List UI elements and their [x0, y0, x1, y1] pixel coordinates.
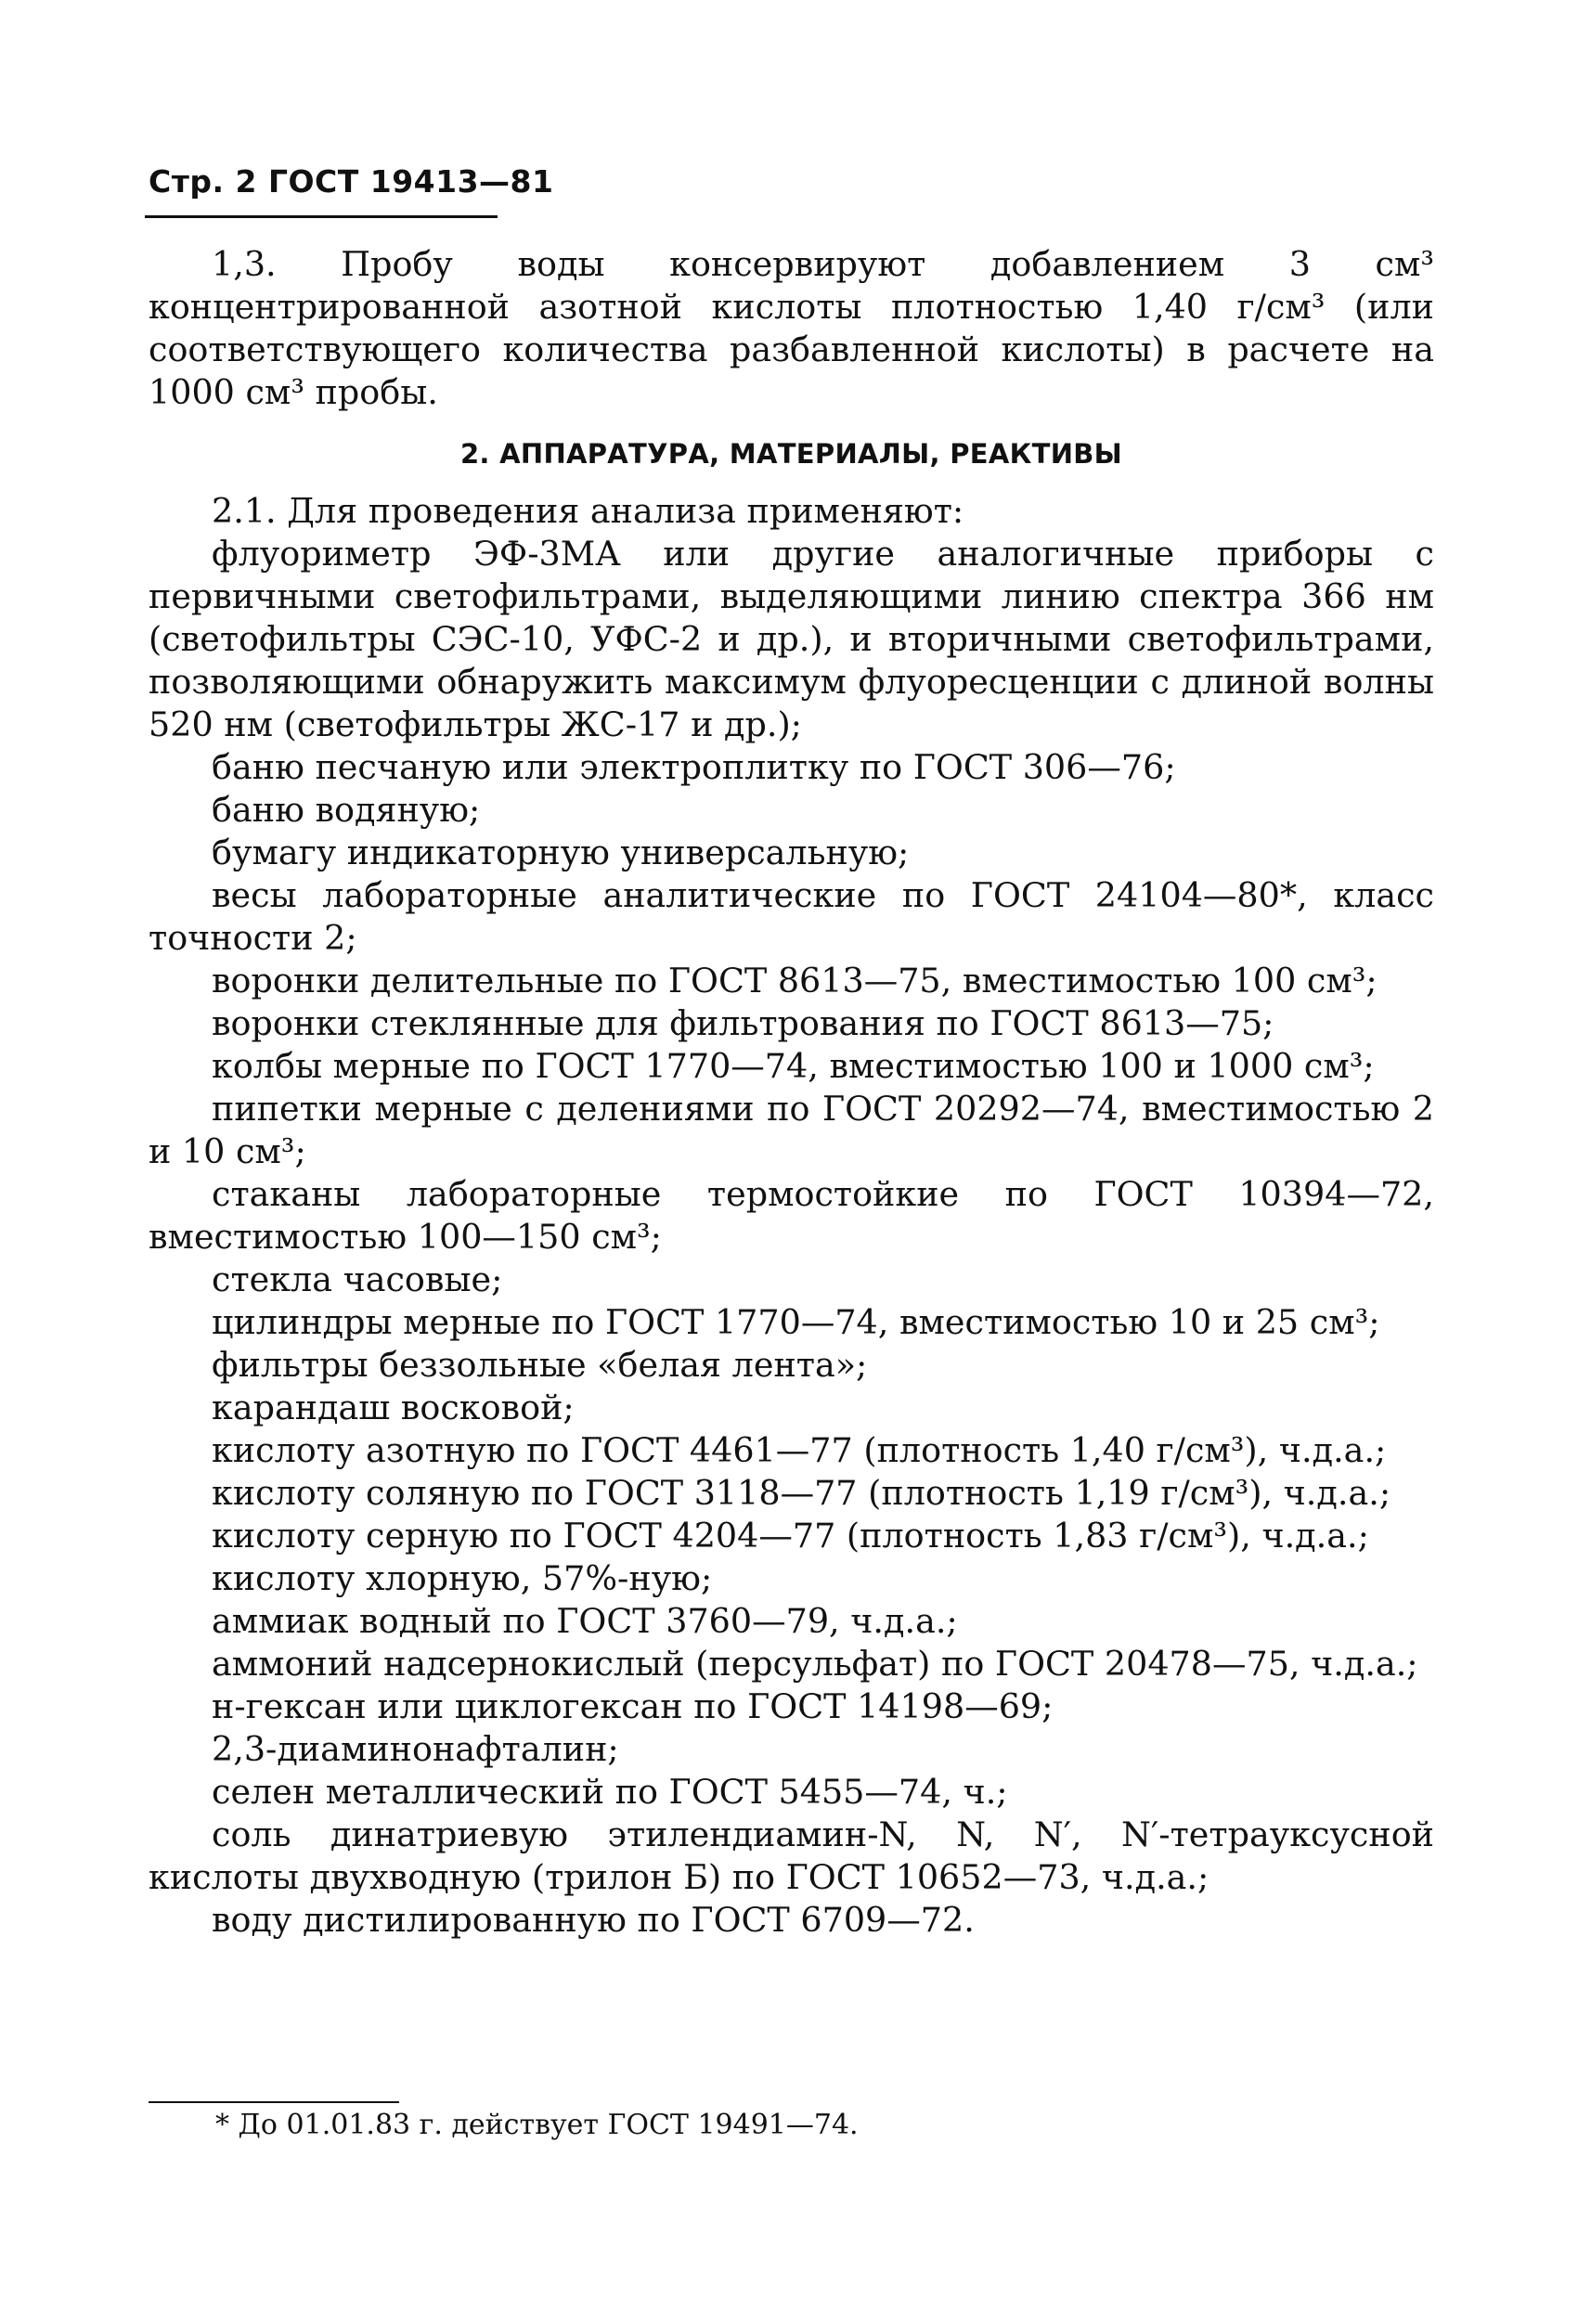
- document-body: [149, 243, 1434, 1942]
- list-item: стекла часовые;: [212, 1259, 503, 1299]
- list-item: баню песчаную или электроплитку по ГОСТ 306—76;: [212, 747, 1176, 787]
- list-item: карандаш восковой;: [212, 1388, 575, 1427]
- list-item: воронки стеклянные для фильтрования по ГОСТ 8613—75;: [212, 1003, 1274, 1043]
- list-item: 2,3-диаминонафталин;: [212, 1729, 619, 1769]
- paragraph-2-1-intro: 2.1. Для проведения анализа применяют:: [212, 491, 964, 531]
- list-item: кислоту соляную по ГОСТ 3118—77 (плотность 1,19 г/см³), ч.д.а.;: [212, 1473, 1391, 1513]
- page-header: [149, 163, 553, 200]
- list-item: аммиак водный по ГОСТ 3760—79, ч.д.а.;: [212, 1601, 958, 1641]
- footnote: * До 01.01.83 г. действует ГОСТ 19491—74.: [215, 2109, 859, 2141]
- list-item: воду дистилированную по ГОСТ 6709—72.: [212, 1900, 975, 1940]
- list-item: кислоту хлорную, 57%-ную;: [212, 1558, 713, 1598]
- list-item: селен металлический по ГОСТ 5455—74, ч.;: [212, 1772, 1008, 1812]
- list-item: цилиндры мерные по ГОСТ 1770—74, вместимостью 10 и 25 см³;: [212, 1302, 1380, 1342]
- header-rule: [145, 215, 498, 218]
- list-item: флуориметр ЭФ-3МА или другие аналогичные приборы с первичными светофильтрами, выделяющими линию спектра 366 нм (светофильтры СЭС-10, УФС-2 и др.), и вторичными светофильтрами, позволяющими обнаружить максимум флуоресценции с длиной волны 520 нм (светофильтры ЖС-17 и др.);: [149, 534, 1434, 744]
- list-item: пипетки мерные с делениями по ГОСТ 20292—74, вместимостью 2 и 10 см³;: [149, 1089, 1434, 1171]
- list-item: кислоту азотную по ГОСТ 4461—77 (плотность 1,40 г/см³), ч.д.а.;: [212, 1430, 1387, 1470]
- list-item: фильтры беззольные «белая лента»;: [212, 1345, 868, 1385]
- section-title: 2. АППАРАТУРА, МАТЕРИАЛЫ, РЕАКТИВЫ: [459, 438, 1123, 470]
- list-item: бумагу индикаторную универсальную;: [212, 833, 910, 872]
- footnote-rule: [149, 2101, 399, 2103]
- paragraph-1-3: 1,3. Пробу воды консервируют добавлением 3 см³ концентрированной азотной кислоты плотностью 1,40 г/см³ (или соответствующего количества разбавленной кислоты) в расчете на 1000 см³ пробы.: [149, 244, 1434, 412]
- list-item: соль динатриевую этилендиамин-N, N, N′, N′-тетрауксусной кислоты двухводную (трилон Б) по ГОСТ 10652—73, ч.д.а.;: [149, 1814, 1434, 1897]
- page-number-label: Стр. 2: [149, 163, 257, 200]
- list-item: баню водяную;: [212, 790, 481, 830]
- list-item: кислоту серную по ГОСТ 4204—77 (плотность 1,83 г/см³), ч.д.а.;: [212, 1516, 1369, 1556]
- list-item: н-гексан или циклогексан по ГОСТ 14198—69;: [212, 1686, 1054, 1726]
- list-item: стаканы лабораторные термостойкие по ГОСТ 10394—72, вместимостью 100—150 см³;: [149, 1174, 1434, 1257]
- list-item: аммоний надсернокислый (персульфат) по ГОСТ 20478—75, ч.д.а.;: [212, 1644, 1418, 1684]
- list-item: воронки делительные по ГОСТ 8613—75, вместимостью 100 см³;: [212, 961, 1378, 1001]
- list-item: колбы мерные по ГОСТ 1770—74, вместимостью 100 и 1000 см³;: [212, 1046, 1375, 1086]
- gost-designation: ГОСТ 19413—81: [267, 163, 554, 200]
- list-item: весы лабораторные аналитические по ГОСТ 24104—80*, класс точности 2;: [149, 875, 1434, 958]
